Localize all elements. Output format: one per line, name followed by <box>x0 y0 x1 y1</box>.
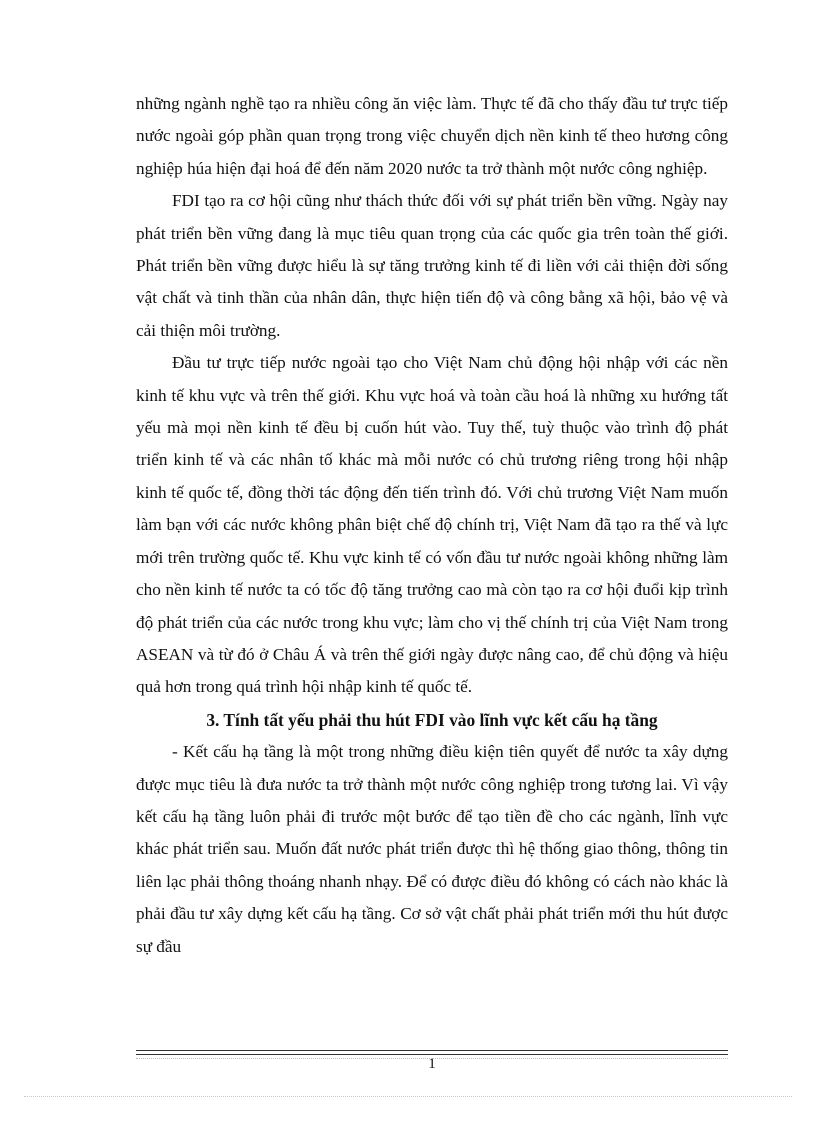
page-bottom-dotted-line <box>24 1096 792 1097</box>
page-number: 1 <box>428 1056 436 1072</box>
paragraph-fdi-integration: Đầu tư trực tiếp nước ngoài tạo cho Việt Nam chủ động hội nhập với các nền kinh tế khu vực và trên thế giới. Khu vực hoá và toàn cầu hoá là những xu hướng tất yếu mà mọi nền kinh tế đều bị cuốn hút vào. Tuy thế, tuỳ thuộc vào trình độ phát triển kinh tế và các nhân tố khác mà mỗi nước có chủ trương riêng trong hội nhập kinh tế quốc tế, đồng thời tác động đến tiến trình đó. Với chủ trương Việt Nam muốn làm bạn với các nước không phân biệt chế độ chính trị, Việt Nam đã tạo ra thế và lực mới trên trường quốc tế. Khu vực kinh tế có vốn đầu tư nước ngoài không những làm cho nền kinh tế nước ta có tốc độ tăng trưởng cao mà còn tạo ra cơ hội đuổi kịp trình độ phát triển của các nước trong khu vực; làm cho vị thế chính trị của Việt Nam trong ASEAN và từ đó ở Châu Á và trên thế giới ngày được nâng cao, để chủ động và hiệu quả hơn trong quá trình hội nhập kinh tế quốc tế. <box>136 353 728 697</box>
paragraph-infrastructure: - Kết cấu hạ tầng là một trong những điều kiện tiên quyết để nước ta xây dựng được mục tiêu là đưa nước ta trở thành một nước công nghiệp trong tương lai. Vì vậy kết cấu hạ tầng luôn phải đi trước một bước để tạo tiền đề cho các ngành, lĩnh vực khác phát triển sau. Muốn đất nước phát triển được thì hệ thống giao thông, thông tin liên lạc phải thông thoáng nhanh nhạy. Để có được điều đó không có cách nào khác là phải đầu tư xây dựng kết cấu hạ tầng. Cơ sở vật chất phải phát triển mới thu hút được sự đầu <box>136 742 728 956</box>
document-body <box>136 88 728 963</box>
section-heading: 3. Tính tất yếu phải thu hút FDI vào lĩnh vực kết cấu hạ tầng <box>206 709 658 730</box>
paragraph-continuation: những ngành nghề tạo ra nhiều công ăn việc làm. Thực tế đã cho thấy đầu tư trực tiếp nước ngoài góp phần quan trọng trong việc chuyển dịch nền kinh tế theo hương công nghiệp húa hiện đại hoá để đến năm 2020 nước ta trở thành một nước công nghiệp. <box>136 94 728 178</box>
paragraph-fdi-sustainability: FDI tạo ra cơ hội cũng như thách thức đối với sự phát triển bền vững. Ngày nay phát triển bền vững đang là mục tiêu quan trọng của các quốc gia trên toàn thế giới. Phát triển bền vững được hiểu là sự tăng trưởng kinh tế đi liền với cải thiện đời sống vật chất và tinh thần của nhân dân, thực hiện tiến độ và công bằng xã hội, bảo vệ và cải thiện môi trường. <box>136 191 728 340</box>
